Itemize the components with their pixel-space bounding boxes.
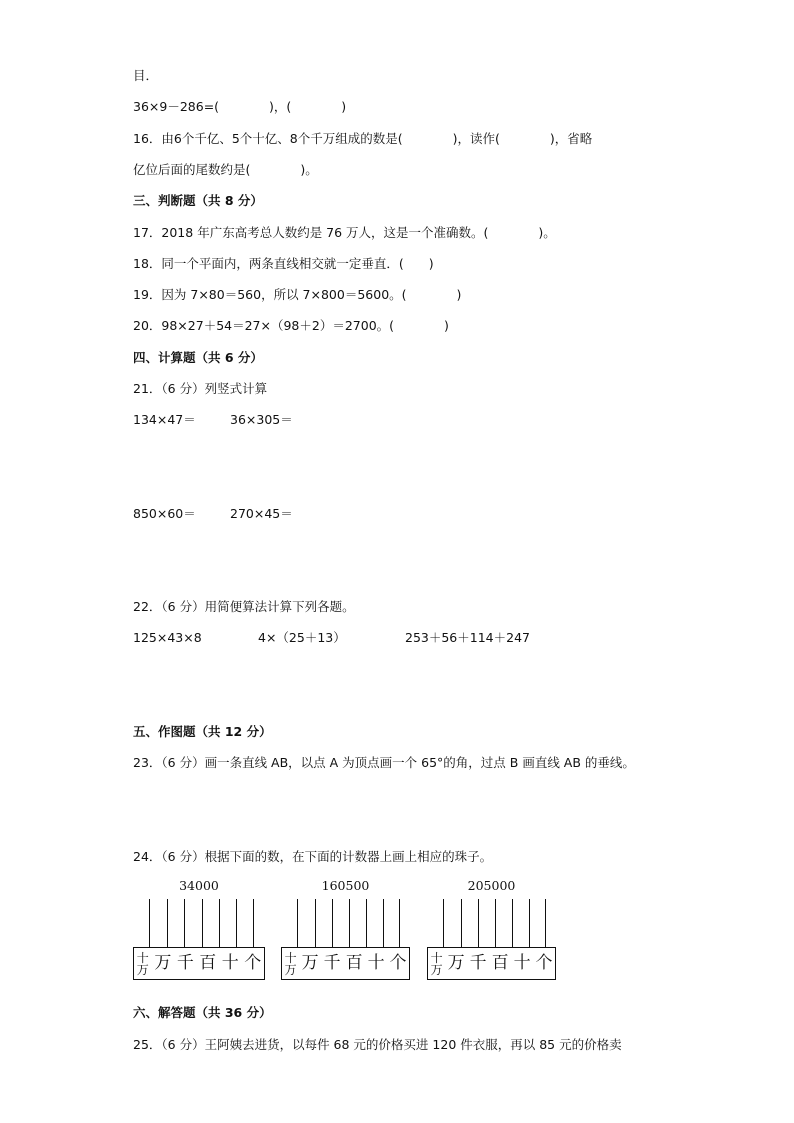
question-16-continued: 亿位后面的尾数约是( )。 — [133, 162, 318, 177]
abacus-rod — [545, 899, 546, 947]
unit-label-shi: 十 — [221, 953, 239, 973]
abacus-rod — [236, 899, 237, 947]
text-line: 目． — [133, 68, 159, 83]
question-19: 19．因为 7×80＝560，所以 7×800＝5600。( ) — [133, 287, 462, 302]
question-16: 16．由6个千亿、5个十亿、8个千万组成的数是( )，读作( )，省略 — [133, 131, 593, 146]
problem-850x60: 850×60＝ — [133, 506, 196, 521]
question-23: 23．（6 分）画一条直线 AB，以点 A 为顶点画一个 65°的角，过点 B 画直线 AB 的垂线。 — [133, 755, 635, 770]
unit-label-bai: 百 — [345, 953, 363, 973]
abacus-rod — [149, 899, 150, 947]
section-heading-judgment: 三、判断题（共 8 分） — [133, 193, 263, 208]
unit-label-shi: 十 — [367, 953, 385, 973]
abacus-rod — [529, 899, 530, 947]
problem-134x47: 134×47＝ — [133, 412, 196, 427]
abacus-rod — [184, 899, 185, 947]
unit-label-bai: 百 — [491, 953, 509, 973]
abacus-rod — [366, 899, 367, 947]
abacus-counter-1 — [133, 878, 265, 981]
section-heading-application: 六、解答题（共 36 分） — [133, 1005, 272, 1020]
abacus-frame — [427, 947, 556, 980]
abacus-rods — [427, 899, 556, 947]
abacus-rod — [315, 899, 316, 947]
question-20: 20．98×27＋54＝27×（98＋2）＝2700。( ) — [133, 318, 449, 333]
unit-label-bai: 百 — [199, 953, 217, 973]
unit-label-shi: 十 — [513, 953, 531, 973]
unit-label-qian: 千 — [323, 953, 341, 973]
abacus-number: 205000 — [467, 878, 516, 893]
question-15-expression: 36×9－286=( )，( ) — [133, 99, 347, 114]
problem-270x45: 270×45＝ — [230, 506, 293, 521]
question-22: 22．（6 分）用简便算法计算下列各题。 — [133, 599, 355, 614]
abacus-frame — [133, 947, 265, 980]
unit-label-shiwan: 十 万 — [284, 950, 297, 977]
abacus-number: 160500 — [321, 878, 370, 893]
abacus-rod — [478, 899, 479, 947]
question-17: 17．2018 年广东高考总人数约是 76 万人，这是一个准确数。( )。 — [133, 225, 556, 240]
unit-label-qian: 千 — [176, 953, 194, 973]
section-heading-drawing: 五、作图题（共 12 分） — [133, 724, 272, 739]
abacus-rod — [461, 899, 462, 947]
abacus-counter-3 — [427, 878, 556, 981]
abacus-rod — [253, 899, 254, 947]
abacus-rod — [383, 899, 384, 947]
abacus-rod — [219, 899, 220, 947]
abacus-rod — [443, 899, 444, 947]
abacus-rod — [399, 899, 400, 947]
abacus-rods — [133, 899, 265, 947]
question-21: 21．（6 分）列竖式计算 — [133, 381, 268, 396]
abacus-rods — [281, 899, 410, 947]
unit-label-wan: 万 — [154, 953, 172, 973]
problem-4x25plus13: 4×（25＋13） — [258, 630, 346, 645]
abacus-rod — [349, 899, 350, 947]
problem-125x43x8: 125×43×8 — [133, 630, 202, 645]
abacus-rod — [202, 899, 203, 947]
question-24: 24．（6 分）根据下面的数，在下面的计数器上画上相应的珠子。 — [133, 849, 493, 864]
unit-label-shiwan: 十 万 — [430, 950, 443, 977]
abacus-counter-2 — [281, 878, 410, 981]
abacus-rod — [297, 899, 298, 947]
problem-sum-253: 253＋56＋114＋247 — [405, 630, 530, 645]
unit-label-wan: 万 — [447, 953, 465, 973]
abacus-frame — [281, 947, 410, 980]
unit-label-wan: 万 — [301, 953, 319, 973]
question-25: 25．（6 分）王阿姨去进货，以每件 68 元的价格买进 120 件衣服，再以 85 元的价格卖 — [133, 1037, 622, 1052]
problem-36x305: 36×305＝ — [230, 412, 293, 427]
section-heading-calculation: 四、计算题（共 6 分） — [133, 350, 263, 365]
unit-label-shiwan: 十 万 — [136, 950, 149, 977]
abacus-rod — [332, 899, 333, 947]
abacus-rod — [167, 899, 168, 947]
unit-label-qian: 千 — [469, 953, 487, 973]
abacus-number: 34000 — [179, 878, 219, 893]
question-18: 18．同一个平面内，两条直线相交就一定垂直．( ) — [133, 256, 434, 271]
abacus-rod — [512, 899, 513, 947]
unit-label-ge: 个 — [244, 953, 262, 973]
abacus-rod — [495, 899, 496, 947]
unit-label-ge: 个 — [535, 953, 553, 973]
unit-label-ge: 个 — [389, 953, 407, 973]
